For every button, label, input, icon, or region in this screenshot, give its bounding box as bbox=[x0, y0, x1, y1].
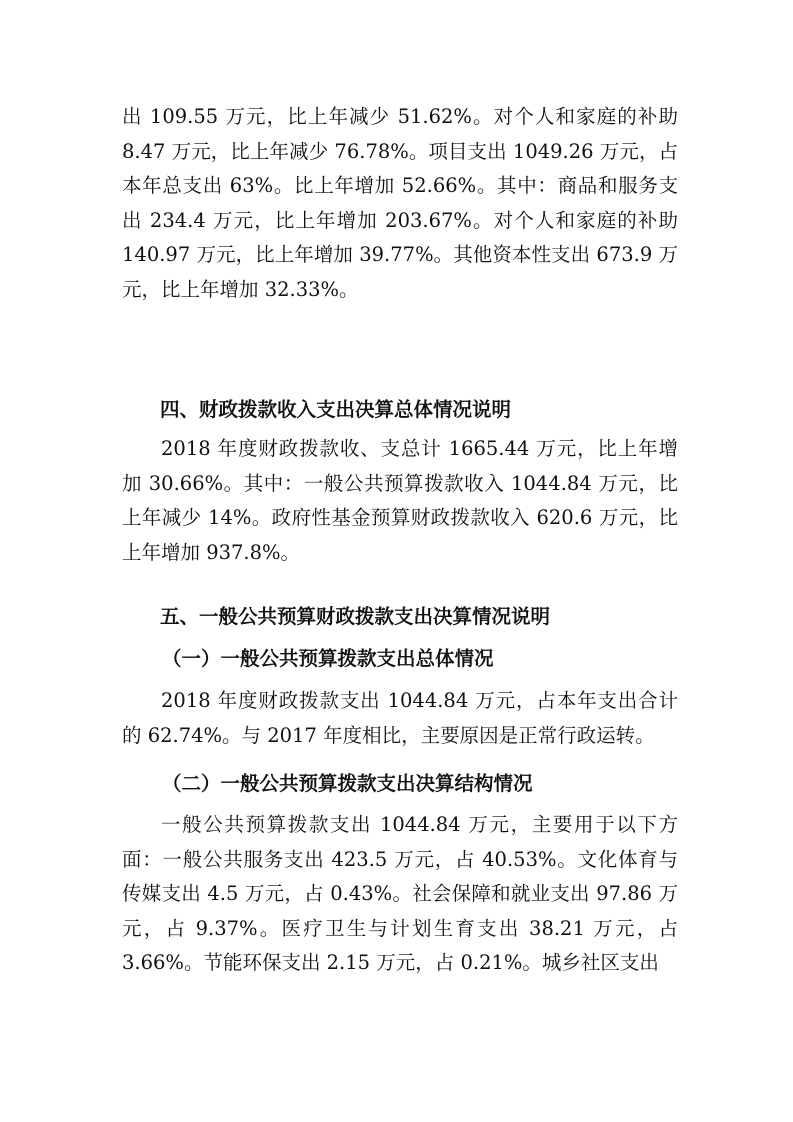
section-heading-4: 四、财政拨款收入支出决算总体情况说明 bbox=[160, 398, 512, 421]
section-heading-5: 五、一般公共预算财政拨款支出决算情况说明 bbox=[160, 605, 551, 628]
paragraph-fiscal-overview: 2018 年度财政拨款收、支总计 1665.44 万元，比上年增加 30.66%。其中：一般公共预算拨款收入 1044.84 万元，比上年减少 14%。政府性基金预算财政拨款收入 620.6 万元，比上年增加 937.8%。 bbox=[122, 437, 678, 564]
paragraph-general-budget-total: 2018 年度财政拨款支出 1044.84 万元，占本年支出合计的 62.74%。与 2017 年度相比，主要原因是正常行政运转。 bbox=[122, 689, 678, 747]
subsection-heading-5-1: （一）一般公共预算拨款支出总体情况 bbox=[162, 647, 494, 670]
paragraph-expenditure-continued: 出 109.55 万元，比上年减少 51.62%。对个人和家庭的补助 8.47 万元，比上年减少 76.78%。项目支出 1049.26 万元，占本年总支出 63%。比上年增加 52.66%。其中：商品和服务支出 234.4 万元，比上年增加 203.67%。对个人和家庭的补助 140.97 万元，比上年增加 39.77%。其他资本性支出 673.9 万元，比上年增加 32.33%。 bbox=[122, 105, 678, 301]
subsection-heading-5-2: （二）一般公共预算拨款支出决算结构情况 bbox=[162, 772, 533, 795]
paragraph-general-budget-structure: 一般公共预算拨款支出 1044.84 万元，主要用于以下方面：一般公共服务支出 423.5 万元，占 40.53%。文化体育与传媒支出 4.5 万元，占 0.43%。社会保障和就业支出 97.86 万元，占 9.37%。医疗卫生与计划生育支出 38.21 万元，占 3.66%。节能环保支出 2.15 万元，占 0.21%。城乡社区支出 bbox=[122, 813, 678, 974]
